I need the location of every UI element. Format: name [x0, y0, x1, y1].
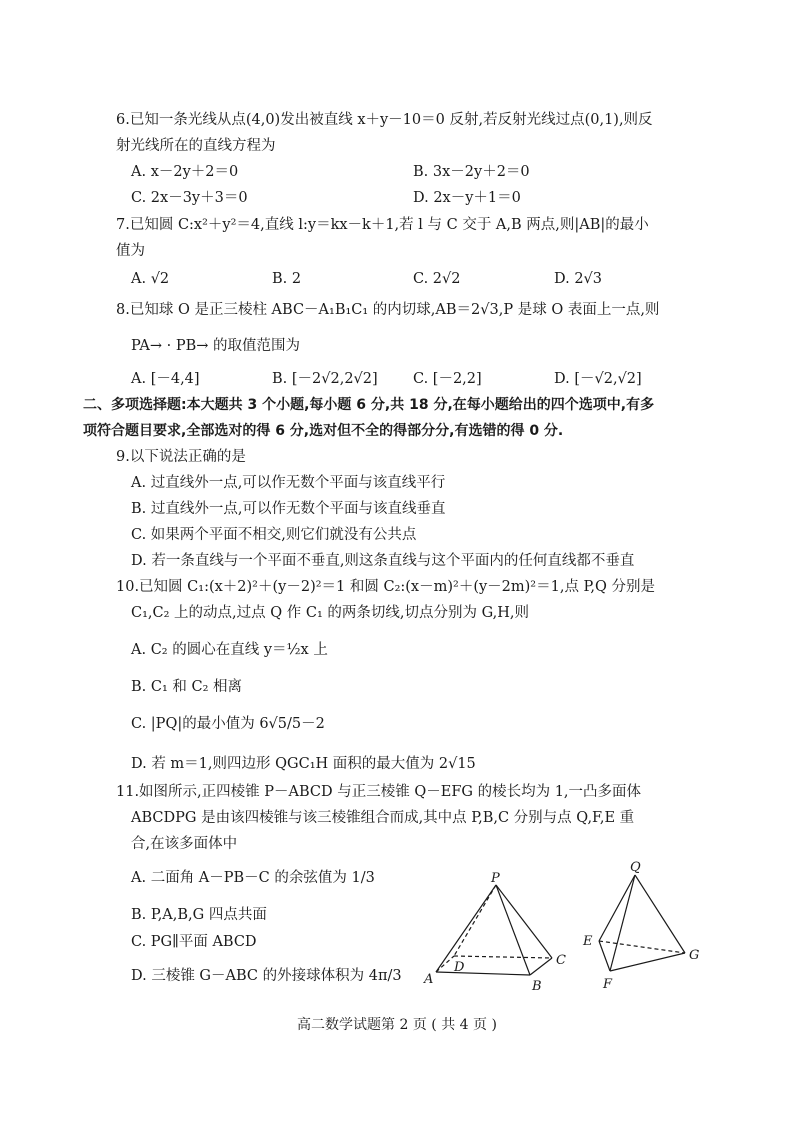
- q11-option-a: A. 二面角 A－PB－C 的余弦值为 1/3: [131, 870, 375, 886]
- q8-option-c: C. [－2,2]: [413, 371, 482, 387]
- q7-option-b: B. 2: [272, 271, 302, 287]
- edge-fg: [610, 953, 685, 971]
- edge-pb: [496, 885, 530, 975]
- edge-eg: [599, 941, 685, 953]
- label-d: D: [454, 960, 465, 975]
- tetrahedron-figure: [575, 853, 725, 993]
- label-c: C: [556, 953, 566, 968]
- pyramid-figure: [420, 870, 580, 1000]
- q11-option-d: D. 三棱锥 G－ABC 的外接球体积为 4π/3: [131, 968, 402, 984]
- edge-qf: [610, 875, 635, 971]
- q10-stem-line1: 10.已知圆 C₁:(x＋2)²＋(y－2)²＝1 和圆 C₂:(x－m)²＋(y－2m)²＝1,点 P,Q 分别是: [116, 579, 655, 595]
- q11-option-c: C. PG∥平面 ABCD: [131, 934, 257, 950]
- edge-pc: [496, 885, 552, 958]
- label-e: E: [583, 934, 593, 949]
- q8-stem-line1: 8.已知球 O 是正三棱柱 ABC－A₁B₁C₁ 的内切球,AB＝2√3,P 是球 O 表面上一点,则: [116, 302, 660, 318]
- q8-option-a: A. [－4,4]: [131, 371, 200, 387]
- section2-title-line1: 二、多项选择题:本大题共 3 个小题,每小题 6 分,共 18 分,在每小题给出的四个选项中,有多: [83, 397, 655, 413]
- label-f: F: [603, 977, 613, 992]
- q6-option-c: C. 2x－3y＋3＝0: [131, 190, 248, 206]
- q10-option-a: A. C₂ 的圆心在直线 y＝½x 上: [131, 642, 328, 658]
- label-p: P: [491, 871, 500, 886]
- label-q: Q: [630, 860, 641, 875]
- q10-stem-line2: C₁,C₂ 上的动点,过点 Q 作 C₁ 的两条切线,切点分别为 G,H,则: [131, 605, 530, 621]
- edge-qg: [635, 875, 685, 953]
- edge-bc: [530, 958, 552, 975]
- q7-option-d: D. 2√3: [554, 271, 603, 287]
- label-g: G: [689, 948, 700, 963]
- q9-stem: 9.以下说法正确的是: [116, 449, 246, 465]
- section2-title-line2: 项符合题目要求,全部选对的得 6 分,选对但不全的得部分分,有选错的得 0 分.: [83, 423, 564, 439]
- q9-option-c: C. 如果两个平面不相交,则它们就没有公共点: [131, 527, 417, 543]
- q9-option-b: B. 过直线外一点,可以作无数个平面与该直线垂直: [131, 501, 446, 517]
- q7-stem-line1: 7.已知圆 C:x²＋y²＝4,直线 l:y＝kx－k＋1,若 l 与 C 交于 A,B 两点,则|AB|的最小: [116, 217, 649, 233]
- q11-stem-line1: 11.如图所示,正四棱锥 P－ABCD 与正三棱锥 Q－EFG 的棱长均为 1,一凸多面体: [116, 784, 642, 800]
- q7-option-c: C. 2√2: [413, 271, 461, 287]
- q6-stem-line1: 6.已知一条光线从点(4,0)发出被直线 x＋y－10＝0 反射,若反射光线过点(0,1),则反: [116, 112, 653, 128]
- edge-dc: [454, 956, 552, 958]
- q7-stem-line2: 值为: [116, 243, 145, 259]
- q10-option-b: B. C₁ 和 C₂ 相离: [131, 679, 243, 695]
- q11-option-b: B. P,A,B,G 四点共面: [131, 907, 267, 923]
- q9-option-a: A. 过直线外一点,可以作无数个平面与该直线平行: [131, 475, 446, 491]
- label-a: A: [424, 972, 434, 987]
- q8-option-d: D. [－√2,√2]: [554, 371, 642, 387]
- page-footer: 高二数学试题第 2 页 ( 共 4 页 ): [297, 1017, 497, 1033]
- q7-option-a: A. √2: [131, 271, 170, 287]
- q6-option-a: A. x－2y＋2＝0: [131, 164, 239, 180]
- q10-option-d: D. 若 m＝1,则四边形 QGC₁H 面积的最大值为 2√15: [131, 756, 476, 772]
- q11-stem-line2: ABCDPG 是由该四棱锥与该三棱锥组合而成,其中点 P,B,C 分别与点 Q,F,E 重: [131, 810, 635, 826]
- edge-pd: [454, 885, 496, 956]
- edge-ef: [599, 941, 610, 971]
- q6-stem-line2: 射光线所在的直线方程为: [116, 138, 276, 154]
- q9-option-d: D. 若一条直线与一个平面不垂直,则这条直线与这个平面内的任何直线都不垂直: [131, 553, 635, 569]
- q8-option-b: B. [－2√2,2√2]: [272, 371, 378, 387]
- q10-option-c: C. |PQ|的最小值为 6√5/5－2: [131, 716, 325, 732]
- q6-option-d: D. 2x－y＋1＝0: [413, 190, 521, 206]
- q8-stem-line2: PA→ · PB→ 的取值范围为: [131, 338, 301, 354]
- edge-pa: [436, 885, 496, 972]
- q11-stem-line3: 合,在该多面体中: [131, 836, 238, 852]
- edge-qe: [599, 875, 635, 941]
- q6-option-b: B. 3x－2y＋2＝0: [413, 164, 530, 180]
- edge-ab: [436, 972, 530, 975]
- label-b: B: [532, 979, 542, 994]
